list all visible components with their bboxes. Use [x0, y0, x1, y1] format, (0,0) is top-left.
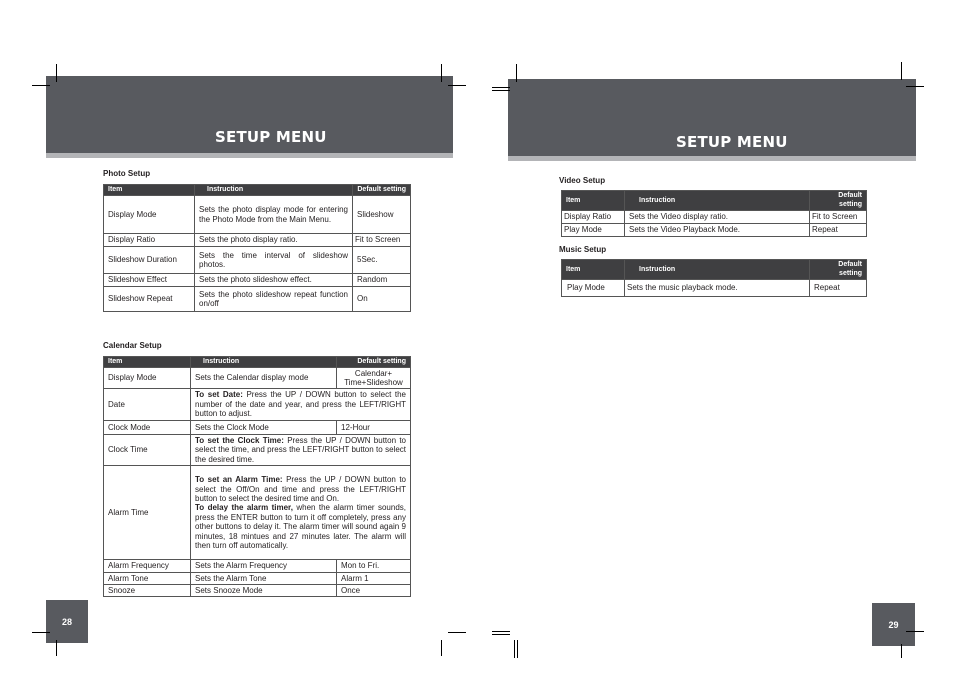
row-instruction: Sets the Alarm Frequency [191, 560, 337, 572]
row-default: Fit to Screen [353, 234, 411, 247]
left-page-number: 28 [46, 600, 88, 643]
date-bold: To set Date: [195, 390, 243, 400]
row-instruction: Sets the Calendar display mode [191, 368, 337, 389]
clock-time-text: Press the UP / DOWN button to select the time, and press the LEFT/RIGHT button to select the desired time. [195, 436, 407, 464]
row-item: Play Mode [562, 223, 625, 236]
row-item: Alarm Time [104, 466, 191, 560]
header-instruction: Instruction [625, 260, 810, 280]
crop-mark [492, 631, 510, 632]
clock-time-bold: To set the Clock Time: [195, 436, 284, 445]
row-instruction: Sets the photo display mode for entering the Photo Mode from the Main Menu. [195, 196, 353, 234]
table-header-row [104, 357, 411, 368]
row-instruction: Sets the time interval of slideshow photos. [195, 247, 353, 274]
header-item: Item [104, 357, 191, 368]
crop-mark [32, 85, 50, 86]
table-row [104, 234, 411, 247]
crop-mark [56, 64, 57, 82]
row-default: Once [337, 585, 411, 597]
crop-mark [492, 90, 510, 91]
crop-mark [517, 640, 518, 658]
row-instruction: Sets Snooze Mode [191, 585, 337, 597]
header-default: Default setting [337, 357, 411, 368]
table-header-row [562, 191, 867, 211]
row-default: Alarm 1 [337, 572, 411, 584]
crop-mark [906, 631, 924, 632]
crop-mark [492, 634, 510, 635]
row-default: Mon to Fri. [337, 560, 411, 572]
header-default: Default setting [810, 191, 867, 211]
row-instruction: Sets the Clock Mode [191, 421, 337, 435]
table-row [104, 389, 411, 421]
row-default: On [353, 287, 411, 312]
row-default: Calendar+ Time+Slideshow [337, 368, 411, 389]
calendar-setup-table [103, 356, 411, 597]
row-item: Alarm Frequency [104, 560, 191, 572]
left-page-title: SETUP MENU [215, 128, 327, 146]
row-default: Repeat [810, 223, 867, 236]
crop-mark [906, 86, 924, 87]
row-instruction: Sets the Video Playback Mode. [625, 223, 810, 236]
table-row [104, 274, 411, 287]
row-item: Display Ratio [562, 210, 625, 223]
row-default: Repeat [810, 279, 867, 296]
header-default: Default setting [353, 185, 411, 196]
right-banner-strip [508, 156, 916, 161]
row-default: 12-Hour [337, 421, 411, 435]
row-item: Snooze [104, 585, 191, 597]
calendar-setup-title: Calendar Setup [103, 341, 162, 350]
crop-mark [901, 644, 902, 658]
photo-setup-table [103, 184, 411, 312]
row-default: Fit to Screen [810, 210, 867, 223]
crop-mark [448, 632, 466, 633]
crop-mark [901, 62, 902, 80]
header-default: Default setting [810, 260, 867, 280]
row-instruction: Sets the photo slideshow effect. [195, 274, 353, 287]
row-instruction: Sets the Video display ratio. [625, 210, 810, 223]
table-row [562, 279, 867, 296]
table-row [104, 572, 411, 584]
table-row [104, 560, 411, 572]
table-header-row [562, 260, 867, 280]
table-row [104, 196, 411, 234]
row-item: Play Mode [562, 279, 625, 296]
row-instruction: Sets the music playback mode. [625, 279, 810, 296]
crop-mark [441, 64, 442, 82]
crop-mark [514, 640, 515, 658]
crop-mark [516, 64, 517, 82]
table-header-row [104, 185, 411, 196]
left-banner-strip [46, 153, 453, 158]
row-item: Display Ratio [104, 234, 195, 247]
right-page-number: 29 [872, 603, 915, 646]
row-item: Slideshow Repeat [104, 287, 195, 312]
table-row [562, 223, 867, 236]
table-row [104, 247, 411, 274]
row-item: Clock Mode [104, 421, 191, 435]
music-setup-table [561, 259, 867, 297]
row-instruction [191, 435, 411, 466]
row-item: Slideshow Duration [104, 247, 195, 274]
header-item: Item [104, 185, 195, 196]
row-instruction: Sets the Alarm Tone [191, 572, 337, 584]
header-item: Item [562, 191, 625, 211]
row-item: Display Mode [104, 368, 191, 389]
row-item: Display Mode [104, 196, 195, 234]
right-page-title: SETUP MENU [676, 133, 788, 151]
crop-mark [492, 87, 510, 88]
crop-mark [32, 632, 50, 633]
table-row [562, 210, 867, 223]
row-default: 5Sec. [353, 247, 411, 274]
table-row [104, 368, 411, 389]
header-item: Item [562, 260, 625, 280]
row-item: Alarm Tone [104, 572, 191, 584]
row-item: Date [104, 389, 191, 421]
row-instruction: Sets the photo slideshow repeat function on/off [195, 287, 353, 312]
photo-setup-title: Photo Setup [103, 169, 151, 178]
row-instruction [191, 389, 411, 421]
header-instruction: Instruction [191, 357, 337, 368]
date-text: Press the UP / DOWN button to select the number of the date and year, and press the LEFT/RIGHT button to adjust. [195, 390, 406, 419]
crop-mark [56, 640, 57, 656]
row-default: Slideshow [353, 196, 411, 234]
crop-mark [448, 85, 466, 86]
alarm-time-text: Press the UP / DOWN button to select the Off/On and time and press the LEFT/RIGHT button to select the desired time and On. [195, 475, 406, 503]
table-row [104, 585, 411, 597]
alarm-delay-bold: To delay the alarm timer, [195, 503, 293, 513]
alarm-time-bold: To set an Alarm Time: [195, 475, 283, 485]
row-instruction: Sets the photo display ratio. [195, 234, 353, 247]
header-instruction: Instruction [625, 191, 810, 211]
crop-mark [441, 640, 442, 656]
video-setup-title: Video Setup [559, 176, 606, 185]
table-row [104, 466, 411, 560]
table-row [104, 421, 411, 435]
row-default: Random [353, 274, 411, 287]
table-row [104, 287, 411, 312]
table-row [104, 435, 411, 466]
music-setup-title: Music Setup [559, 245, 607, 254]
row-instruction [191, 466, 411, 560]
alarm-delay-text: when the alarm timer sounds, press the ENTER button to turn it off completely, press any other buttons to delay it. The alarm timer will sound again 9 minutes, 18 mintues and 27 minutes later. The alarm will then turn off automatically. [195, 503, 406, 550]
row-item: Slideshow Effect [104, 274, 195, 287]
video-setup-table [561, 190, 867, 237]
row-item: Clock Time [104, 435, 191, 466]
header-instruction: Instruction [195, 185, 353, 196]
